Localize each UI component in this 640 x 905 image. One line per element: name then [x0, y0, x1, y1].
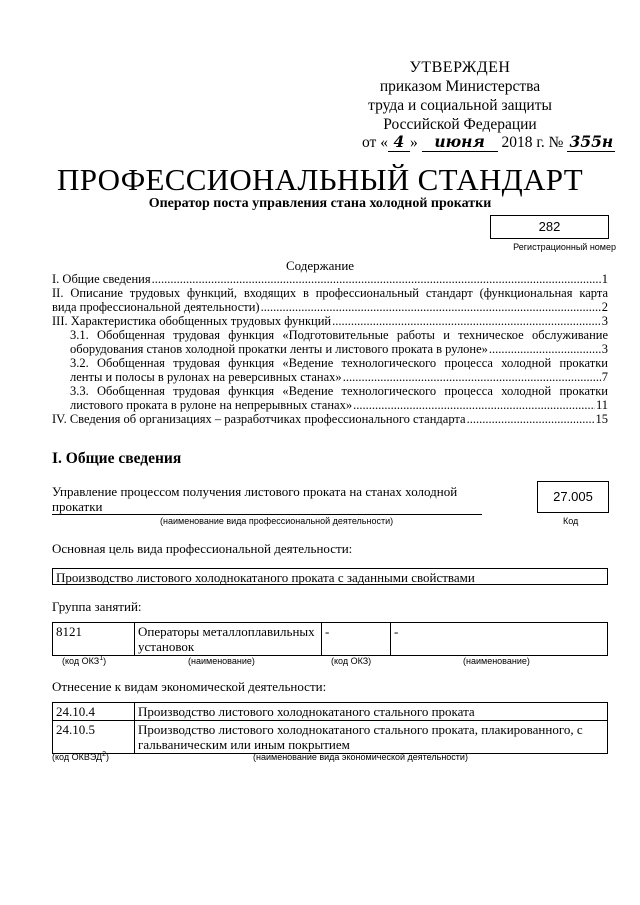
quote-open: « [380, 134, 388, 151]
toc-item[interactable]: III. Характеристика обобщенных трудовых функций ..... 3 [52, 314, 608, 328]
table-row [53, 703, 608, 721]
order-day: 4 [388, 132, 410, 152]
approval-heading: УТВЕРЖДЕН [409, 59, 511, 76]
purpose-value: Производство листового холоднокатаного проката с заданными свойствами [52, 568, 608, 585]
okved-name-caption: (наименование вида экономической деятельности) [253, 752, 468, 762]
document-title: ПРОФЕССИОНАЛЬНЫЙ СТАНДАРТ [57, 162, 583, 197]
approval-line: Российской Федерации [383, 116, 537, 133]
okved-name: Производство листового холоднокатаного стального проката, плакированного, с гальваническим или иным покрытием [135, 721, 608, 754]
okved-name: Производство листового холоднокатаного стального проката [135, 703, 608, 721]
approval-line: приказом Министерства [379, 78, 541, 95]
approval-block [300, 58, 620, 134]
order-month: июня [422, 132, 498, 152]
document-subtitle: Оператор поста управления стана холодной прокатки [148, 196, 492, 211]
okved-code-caption: (код ОКВЭД$^2$) [52, 751, 110, 762]
section-heading: I. Общие сведения [52, 450, 182, 467]
toc-item[interactable]: 3.1. Обобщенная трудовая функция «Подготовительные работы и техническое обслуживание оборудования станов холодной прокатки ленты и листового проката в рулоне» ..... 3 [52, 328, 608, 356]
toc-item[interactable]: I. Общие сведения ..... 1 [52, 272, 608, 286]
order-year: 2018 г. № [501, 134, 564, 151]
table-row [53, 721, 608, 754]
okz-code-caption: (код ОКЗ$^1$) [62, 655, 107, 666]
order-prefix: от [362, 134, 377, 151]
okved-label: Отнесение к видам экономической деятельности: [52, 679, 327, 694]
toc-item[interactable]: IV. Сведения об организациях – разработчиках профессионального стандарта ..... 15 [52, 412, 608, 426]
activity-caption: (наименование вида профессиональной деятельности) [160, 516, 394, 526]
okved-code: 24.10.4 [53, 703, 135, 721]
okz-name: Операторы металлоплавильных установок [135, 623, 322, 656]
registration-label: Регистрационный номер [513, 242, 616, 252]
group-label: Группа занятий: [52, 599, 142, 614]
code-caption: Код [563, 516, 579, 526]
activity-name: Управление процессом получения листового проката на станах холодной прокатки [52, 484, 482, 515]
toc-heading: Содержание [285, 258, 355, 273]
okved-code: 24.10.5 [53, 721, 135, 754]
purpose-label: Основная цель вида профессиональной деятельности: [52, 541, 353, 556]
approval-line: труда и социальной защиты [368, 97, 552, 114]
occupation-group-table [52, 622, 608, 656]
okz-name-2: - [391, 623, 608, 656]
table-of-contents [52, 272, 608, 426]
toc-item[interactable]: 3.2. Обобщенная трудовая функция «Ведение технологического процесса холодной прокатки ленты и полосы в рулонах на реверсивных станах» ..... 7 [52, 356, 608, 384]
toc-item[interactable]: II. Описание трудовых функций, входящих в профессиональный стандарт (функциональная карта вида профессиональной деятельности) ..... 2 [52, 286, 608, 314]
order-date-line [362, 132, 615, 152]
toc-item[interactable]: 3.3. Обобщенная трудовая функция «Ведение технологического процесса холодной прокатки листового проката в рулоне на непрерывных станах» ..... 11 [52, 384, 608, 412]
okz-name-caption-2: (наименование) [463, 656, 530, 666]
activity-code: 27.005 [537, 481, 609, 513]
okz-code-caption-2: (код ОКЗ) [331, 656, 372, 666]
registration-number: 282 [490, 215, 609, 239]
okz-code-2: - [322, 623, 391, 656]
order-number: 355н [567, 132, 615, 152]
quote-close: » [409, 134, 418, 151]
okz-name-caption: (наименование) [188, 656, 255, 666]
okved-table [52, 702, 608, 754]
table-row [53, 623, 608, 656]
okz-code: 8121 [53, 623, 135, 656]
